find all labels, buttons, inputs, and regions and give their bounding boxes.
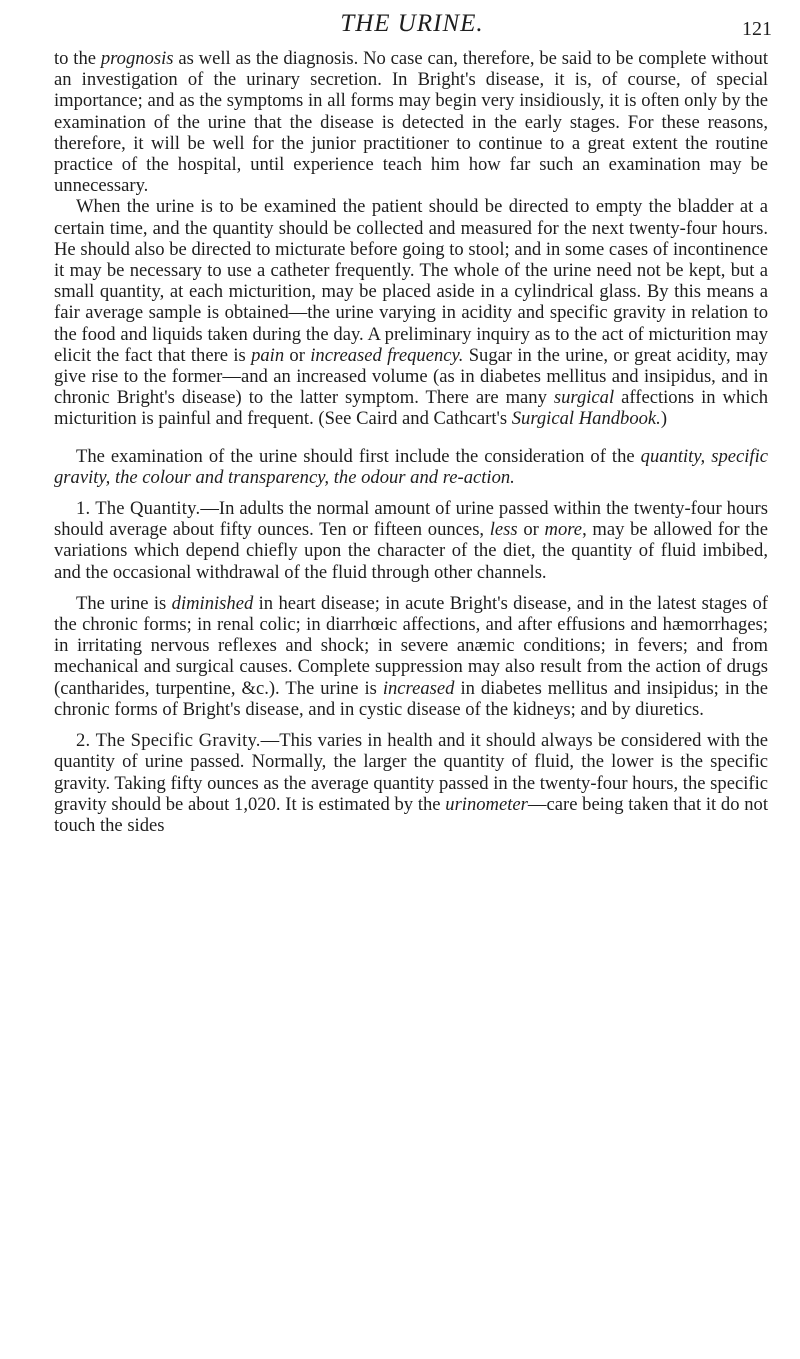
text-run: Sugar in the urine, or great acidity, may give rise to the former—and an increased volume (as in diabetes mellitus and insipidus, and in chronic Bright's disease) to the latter symptom. There are many	[54, 344, 768, 409]
text-run: When the urine is to be examined the patient should be directed to empty the bladder at a certain time, and the quantity should be collected and measured for the next twenty-four hours. He should also be directed to micturate before going to stool; and in some cases of incontinence it may be necessary to use a catheter frequently. The whole of the urine need not be kept, but a small quantity, at each micturition, may be placed aside in a cylindrical glass. By this means a fair average sample is obtained—the urine varying in acidity and specific gravity in relation to the food and liquids taken during the day. A preliminary inquiry as to the act of micturition may elicit the fact that there is	[54, 196, 768, 366]
text-run: The urine is	[76, 592, 172, 614]
section-heading-quantity: 1. The Quantity.	[76, 498, 201, 520]
text-run: —This varies in health and it should always be considered with the quantity of urine passed. Normally, the larger the quantity of fluid, the lower is the specific gravity. Taking fifty ounces as the average quantity passed in the twenty-four hours, the specific gravity should be about 1,020. It is estimated by the	[54, 730, 769, 815]
text-run: to the	[54, 48, 101, 69]
text-run: or	[284, 344, 311, 366]
page-number: 121	[742, 18, 772, 40]
text-run: —care being taken that it do not touch the sides	[54, 793, 768, 836]
italic-run: quantity, specific gravity, the colour and transparency, the odour and re-action.	[54, 445, 768, 488]
italic-run: urinometer	[445, 793, 528, 815]
body-text	[54, 48, 768, 836]
italic-run: prognosis	[100, 48, 174, 69]
italic-run: increased frequency.	[310, 344, 464, 366]
text-run: The examination of the urine should first include the consideration of the	[76, 445, 641, 467]
text-run: or	[517, 519, 545, 541]
italic-run: diminished	[171, 592, 254, 614]
italic-run: increased	[382, 677, 455, 699]
paragraph-examination	[54, 446, 768, 488]
italic-run: less	[489, 519, 518, 541]
italic-run: more	[544, 519, 583, 541]
italic-run: pain	[251, 344, 285, 366]
italic-run: surgical	[553, 387, 615, 409]
text-run: as well as the diagnosis. No case can, therefore, be said to be complete without an investigation of the urinary secretion. In Bright's disease, it is, of course, of special importance; and as the symptoms in all forms may begin very insidiously, it is often only by the examination of the urine that the disease is detected in the early stages. For these reasons, therefore, it will be well for the junior practitioner to continue to a great extent the routine practice of the hospital, until experience teach him how far such an examination may be unnecessary.	[54, 48, 768, 197]
page-header	[52, 4, 772, 48]
italic-run: Surgical Handbook.	[511, 408, 661, 430]
paragraph-prognosis	[54, 48, 768, 196]
text-run: —In adults the normal amount of urine passed within the twenty-four hours should average about fifty ounces. Ten or fifteen ounces,	[54, 498, 768, 541]
text-run: , may be allowed for the variations which depend chiefly upon the character of the diet, the quantity of fluid imbibed, and the occasional withdrawal of the fluid through other channels.	[54, 519, 768, 583]
text-run: in diabetes mellitus and insipidus; in the chronic forms of Bright's disease, and in cystic disease of the kidneys; and by diuretics.	[54, 677, 768, 720]
running-head: THE URINE.	[340, 10, 484, 37]
section-heading-specific-gravity: 2. The Specific Gravity.	[76, 730, 261, 752]
paragraph-specific-gravity	[54, 730, 768, 836]
text-run: affections in which micturition is painful and frequent. (See Caird and Cathcart's	[54, 387, 768, 430]
paragraph-diminished	[54, 593, 768, 720]
text-run: in heart disease; in acute Bright's disease, and in the latest stages of the chronic forms; in renal colic; in diarrhœic affections, and after effusions and hæmorrhages; in irritating nervous reflexes and shock; in severe anæmic conditions; in fevers; and from mechanical and surgical causes. Complete suppression may also result from the action of drugs (cantharides, turpentine, &c.). The urine is	[54, 592, 768, 699]
paragraph-collection	[54, 196, 768, 429]
text-run: )	[660, 408, 668, 430]
paragraph-quantity	[54, 498, 768, 583]
